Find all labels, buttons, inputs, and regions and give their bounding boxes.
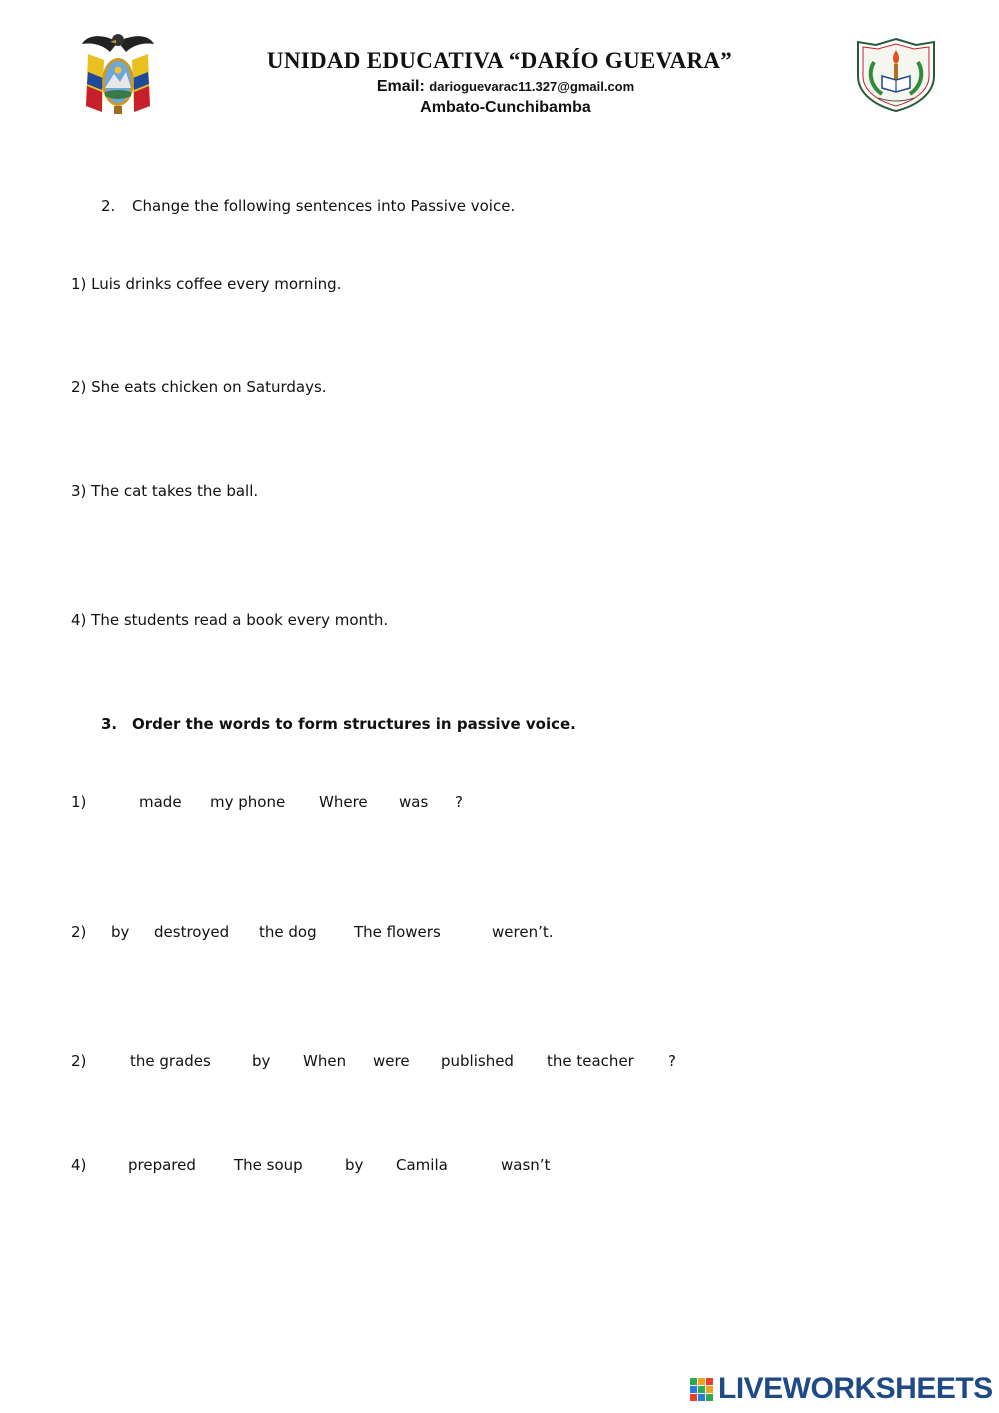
- item-label: 2): [71, 1052, 87, 1070]
- email-label: Email:: [376, 78, 425, 95]
- word-chip: made: [139, 793, 182, 811]
- word-chip: When: [303, 1052, 347, 1070]
- item-label: 2): [71, 923, 87, 941]
- word-chip: Camila: [396, 1156, 448, 1174]
- school-logo: [854, 36, 938, 114]
- passive-sentence-3: 3) The cat takes the ball.: [71, 482, 259, 500]
- word-chip: was: [399, 793, 429, 811]
- word-chip: the dog: [259, 923, 317, 941]
- passive-sentence-1: 1) Luis drinks coffee every morning.: [71, 275, 342, 293]
- word-chip: ?: [455, 793, 463, 811]
- word-chip: by: [252, 1052, 271, 1070]
- word-chip: ?: [668, 1052, 676, 1070]
- passive-sentence-4: 4) The students read a book every month.: [71, 611, 389, 629]
- word-chip: Where: [319, 793, 368, 811]
- section-2-number: 2.: [101, 197, 116, 215]
- passive-sentence-2: 2) She eats chicken on Saturdays.: [71, 378, 327, 396]
- section-3-instruction: Order the words to form structures in passive voice.: [132, 715, 576, 733]
- word-chip: by: [345, 1156, 364, 1174]
- section-3-number: 3.: [101, 715, 118, 733]
- word-chip: the teacher: [547, 1052, 634, 1070]
- word-chip: by: [111, 923, 130, 941]
- word-chip: my phone: [210, 793, 286, 811]
- section-2-instruction: Change the following sentences into Passive voice.: [132, 197, 516, 215]
- liveworksheets-icon: [690, 1378, 714, 1402]
- email-line: [0, 78, 999, 96]
- item-label: 4): [71, 1156, 87, 1174]
- liveworksheets-wordmark: LIVEWORKSHEETS: [718, 1372, 993, 1405]
- word-chip: prepared: [128, 1156, 196, 1174]
- school-name-title: UNIDAD EDUCATIVA “DARÍO GUEVARA”: [266, 48, 733, 73]
- word-chip: destroyed: [154, 923, 230, 941]
- email-address: darioguevarac11.327@gmail.com: [429, 79, 635, 94]
- liveworksheets-logo: [690, 1372, 993, 1406]
- word-chip: published: [441, 1052, 514, 1070]
- word-chip: the grades: [130, 1052, 211, 1070]
- item-label: 1): [71, 793, 87, 811]
- word-chip: were: [373, 1052, 410, 1070]
- word-chip: wasn’t: [501, 1156, 551, 1174]
- location-text: Ambato-Cunchibamba: [420, 99, 591, 116]
- word-chip: The flowers: [354, 923, 441, 941]
- word-chip: weren’t.: [492, 923, 554, 941]
- word-chip: The soup: [234, 1156, 303, 1174]
